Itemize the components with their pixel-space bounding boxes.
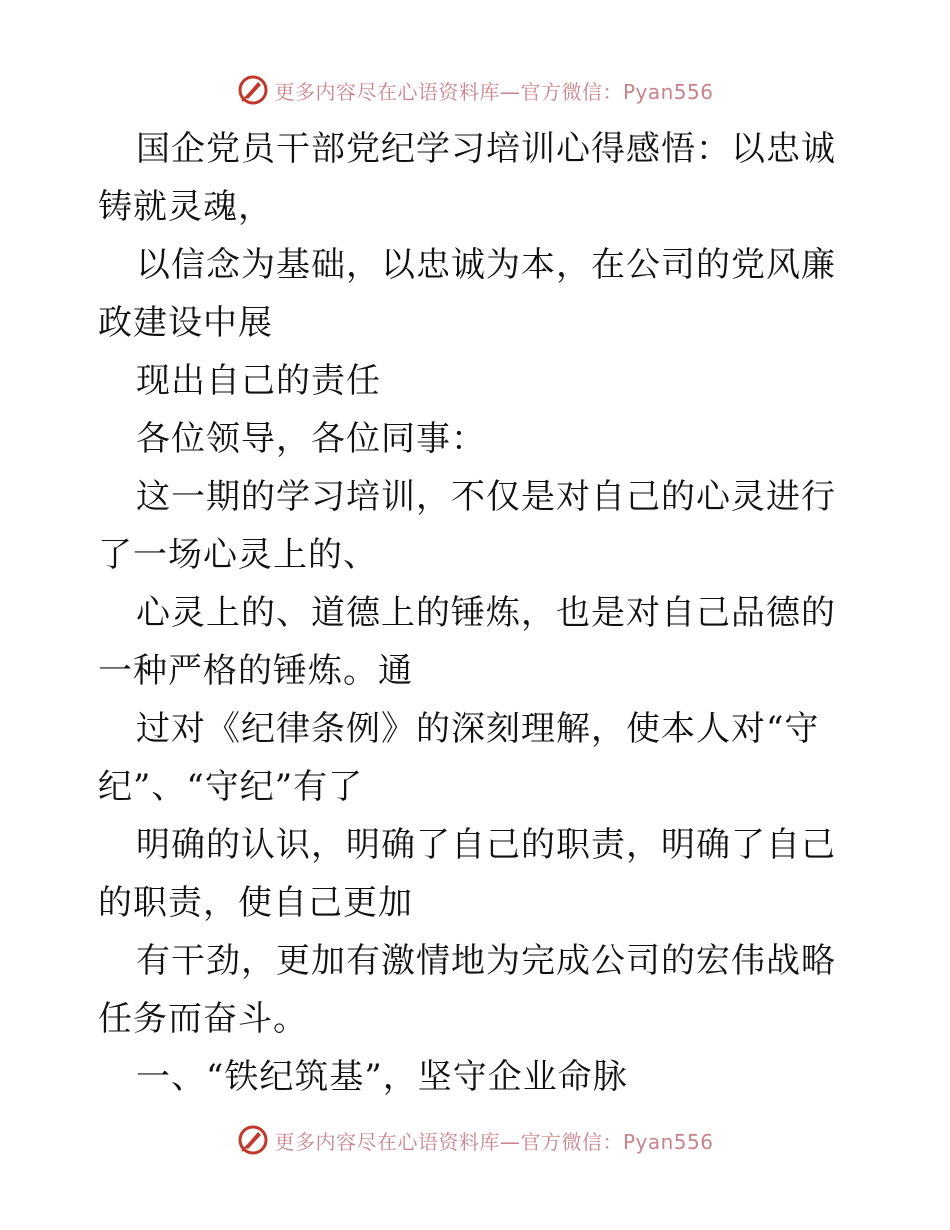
quill-circle-logo-icon — [236, 1123, 270, 1157]
paragraph: 以信念为基础，以忠诚为本，在公司的党风廉政建设中展 — [98, 245, 836, 343]
paragraph: 现出自己的责任 — [136, 361, 381, 401]
header-banner — [0, 70, 950, 110]
paragraph: 明确的认识，明确了自己的职责，明确了自己的职责，使自己更加 — [98, 825, 836, 923]
paragraph: 各位领导，各位同事： — [136, 419, 486, 459]
paragraph: 国企党员干部党纪学习培训心得感悟：以忠诚铸就灵魂， — [98, 129, 836, 227]
paragraph: 过对《纪律条例》的深刻理解，使本人对“守纪”、“守纪”有了 — [98, 709, 820, 807]
footer-banner — [0, 1120, 950, 1160]
section-heading: 一、“铁纪筑基”，坚守企业命脉 — [136, 1057, 628, 1097]
header-banner-text: 更多内容尽在心语资料库—官方微信：Pyan556 — [274, 79, 714, 104]
document-body — [98, 120, 858, 1106]
quill-circle-logo-icon — [236, 73, 270, 107]
paragraph: 这一期的学习培训，不仅是对自己的心灵进行了一场心灵上的、 — [98, 477, 836, 575]
paragraph: 有干劲，更加有激情地为完成公司的宏伟战略任务而奋斗。 — [98, 941, 836, 1039]
footer-banner-text: 更多内容尽在心语资料库—官方微信：Pyan556 — [274, 1129, 714, 1154]
paragraph: 心灵上的、道德上的锤炼，也是对自己品德的一种严格的锤炼。通 — [98, 593, 836, 691]
